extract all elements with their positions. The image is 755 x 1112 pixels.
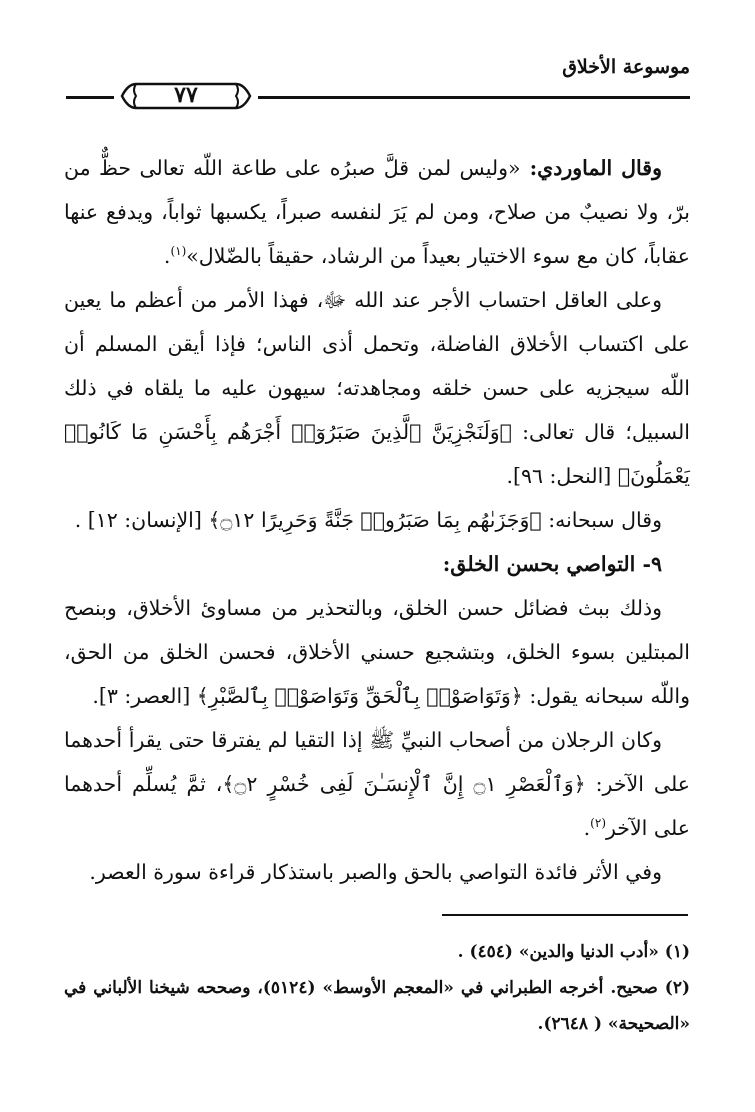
verse-reference: [العصر: ٣]. <box>92 684 197 708</box>
footnote-1: (١) «أدب الدنيا والدين» (٤٥٤) . <box>457 942 690 962</box>
quran-verse: ﴿وَجَزَىٰهُم بِمَا صَبَرُوا۟ جَنَّةً وَحَرِيرًا ۝١٢﴾ <box>208 508 542 532</box>
footnotes <box>64 934 690 1042</box>
section-heading: ٩- التواصي بحسن الخلق: <box>442 552 662 576</box>
page-number-frame <box>118 78 254 114</box>
quote-author: وقال الماوردي: <box>520 156 662 180</box>
header-rule <box>258 96 690 99</box>
page-number: ٧٧ <box>174 82 198 108</box>
footnote-separator <box>442 914 688 916</box>
paragraph-2: وعلى العاقل احتساب الأجر عند الله ﷻ، فهذا الأمر من أعظم ما يعين على اكتساب الأخلاق الفاضلة، وتحمل أذى الناس؛ فإذا أيقن المسلم أن اللّه سيجزيه على حسن خلقه ومجاهدته؛ سيهون عليه ما يلقاه في ذلك السبيل؛ قال تعالى: ﴿وَلَنَجْزِيَنَّ ٱلَّذِينَ صَبَرُوٓا۟ أَجْرَهُم بِأَحْسَنِ مَا كَانُوا۟ يَعْمَلُونَ﴾ [النحل: ٩٦]. <box>64 288 690 488</box>
quran-verse: ﴿وَتَوَاصَوْا۟ بِٱلْحَقِّ وَتَوَاصَوْا۟ بِٱلصَّبْرِ﴾ <box>196 684 523 708</box>
quran-verse: ﴿وَٱلْعَصْرِ ۝١ إِنَّ ٱلْإِنسَـٰنَ لَفِى خُسْرٍ ۝٢﴾ <box>222 772 586 796</box>
quran-verse: ﴿وَلَنَجْزِيَنَّ ٱلَّذِينَ صَبَرُوٓا۟ أَجْرَهُم بِأَحْسَنِ مَا كَانُوا۟ يَعْمَلُونَ﴾ <box>64 420 690 488</box>
footnote-ref-1[interactable]: (١) <box>170 244 187 259</box>
paragraph-3: وقال سبحانه: ﴿وَجَزَىٰهُم بِمَا صَبَرُوا۟ جَنَّةً وَحَرِيرًا ۝١٢﴾ [الإنسان: ١٢] . <box>74 508 662 532</box>
paragraph-5: وكان الرجلان من أصحاب النبيِّ ﷺ إذا التقيا لم يفترقا حتى يقرأ أحدهما على الآخر: ﴿وَٱلْعَصْرِ ۝١ إِنَّ ٱلْإِنسَـٰنَ لَفِى خُسْرٍ ۝٢﴾، ثمَّ يُسلِّم أحدهما على الآخر$^{(٢)}$. <box>64 728 690 840</box>
footnote-ref-2[interactable]: (٢) <box>590 816 606 831</box>
paragraph-6: وفي الأثر فائدة التواصي بالحق والصبر باستذكار قراءة سورة العصر. <box>89 860 662 884</box>
paragraph-1: وقال الماوردي: «وليس لمن قلَّ صبرُه على طاعة اللّه تعالى حظٌّ من برّ، ولا نصيبٌ من صلاح، ومن لم يَرَ لنفسه صبراً، يكسبها ثواباً، ويدفع عنها عقاباً، كان مع سوء الاختيار بعيداً من الرشاد، حقيقاً بالضّلال»$^{(١)}$. <box>64 156 690 268</box>
paragraph-4: وذلك ببث فضائل حسن الخلق، وبالتحذير من مساوئ الأخلاق، وبنصح المبتلين بسوء الخلق، وبتشجيع حسني الأخلاق، فحسن الخلق من الحق، واللّه سبحانه يقول: ﴿وَتَوَاصَوْا۟ بِٱلْحَقِّ وَتَوَاصَوْا۟ بِٱلصَّبْرِ﴾ [العصر: ٣]. <box>64 596 690 708</box>
verse-reference: [الإنسان: ١٢] . <box>74 508 209 532</box>
main-text <box>64 146 690 894</box>
page-header <box>60 56 690 116</box>
verse-reference: [النحل: ٩٦]. <box>506 464 618 488</box>
book-title: موسوعة الأخلاق <box>562 56 690 78</box>
header-rule-left <box>66 96 114 99</box>
footnote-2: (٢) صحيح. أخرجه الطبراني في «المعجم الأوسط» (٥١٢٤)، وصححه شيخنا الألباني في «الصحيحة» ( ٢٦٤٨). <box>64 978 690 1034</box>
quote-text: «وليس لمن قلَّ صبرُه على طاعة اللّه تعالى حظٌّ من برّ، ولا نصيبٌ من صلاح، ومن لم يَرَ لنفسه صبراً، يكسبها ثواباً، ويدفع عنها عقاباً، كان مع سوء الاختيار بعيداً من الرشاد، حقيقاً بالضّلال» <box>64 156 690 268</box>
